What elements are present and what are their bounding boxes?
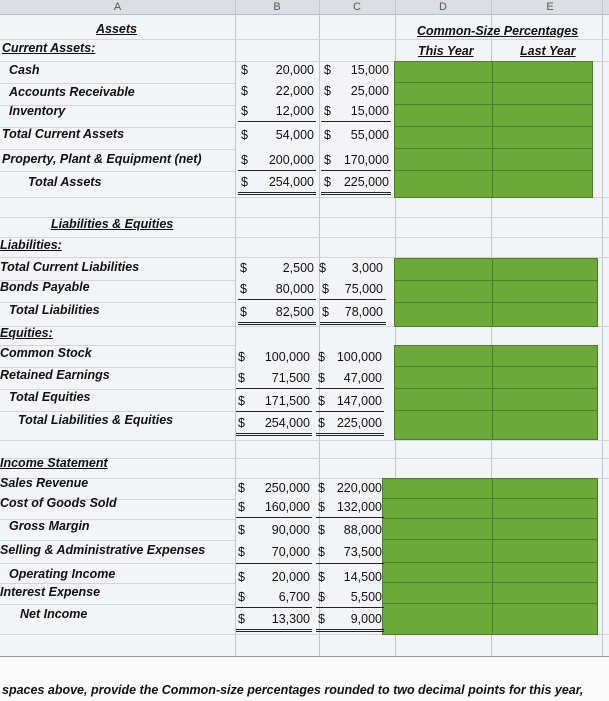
row-label: Total Liabilities (9, 303, 100, 317)
currency-sign: $ (238, 570, 245, 584)
currency-sign: $ (240, 305, 247, 319)
currency-sign: $ (238, 612, 245, 626)
currency-sign: $ (238, 545, 245, 559)
currency-sign: $ (238, 394, 245, 408)
value-this-year[interactable]: 54,000 (275, 128, 314, 142)
value-this-year[interactable]: 160,000 (264, 500, 310, 514)
currency-sign: $ (318, 350, 325, 364)
currency-sign: $ (318, 590, 325, 604)
currency-sign: $ (238, 481, 245, 495)
value-this-year[interactable]: 250,000 (264, 481, 310, 495)
value-this-year[interactable]: 171,500 (264, 394, 310, 408)
value-last-year[interactable]: 15,000 (350, 104, 389, 118)
value-this-year[interactable]: 80,000 (275, 282, 314, 296)
column-header-b[interactable]: B (235, 0, 319, 15)
row-label: Property, Plant & Equipment (net) (2, 152, 202, 166)
currency-sign: $ (238, 500, 245, 514)
value-this-year[interactable]: 70,000 (271, 545, 310, 559)
row-label: Cost of Goods Sold (0, 496, 117, 510)
value-last-year[interactable]: 78,000 (344, 305, 383, 319)
value-last-year[interactable]: 3,000 (351, 261, 383, 275)
currency-sign: $ (238, 523, 245, 537)
currency-sign: $ (324, 104, 331, 118)
currency-sign: $ (318, 500, 325, 514)
row-label: Bonds Payable (0, 280, 90, 294)
value-last-year[interactable]: 75,000 (344, 282, 383, 296)
row-label: Gross Margin (9, 519, 90, 533)
column-header-a[interactable]: A (0, 0, 235, 15)
value-last-year[interactable]: 15,000 (350, 63, 389, 77)
currency-sign: $ (238, 416, 245, 430)
currency-sign: $ (324, 153, 331, 167)
row-label: Total Current Assets (2, 127, 125, 141)
instruction-text: spaces above, provide the Common-size percentages rounded to two decimal points for this year, (2, 683, 584, 697)
row-label: Net Income (20, 607, 88, 621)
value-this-year[interactable]: 90,000 (271, 523, 310, 537)
value-this-year[interactable]: 71,500 (271, 371, 310, 385)
row-label: Inventory (9, 104, 66, 118)
value-this-year[interactable]: 22,000 (275, 84, 314, 98)
currency-sign: $ (318, 416, 325, 430)
currency-sign: $ (241, 84, 248, 98)
common-size-header: Common-Size Percentages (417, 24, 579, 38)
currency-sign: $ (322, 305, 329, 319)
currency-sign: $ (241, 63, 248, 77)
currency-sign: $ (324, 128, 331, 142)
column-header-e[interactable]: E (491, 0, 609, 15)
liabilities-equities-header: Liabilities & Equities (51, 217, 174, 231)
value-last-year[interactable]: 55,000 (350, 128, 389, 142)
row-label: Total Assets (28, 175, 102, 189)
value-last-year[interactable]: 225,000 (343, 175, 389, 189)
currency-sign: $ (318, 371, 325, 385)
currency-sign: $ (241, 153, 248, 167)
row-label: Total Liabilities & Equities (18, 413, 174, 427)
this-year-header: This Year (418, 44, 474, 58)
currency-sign: $ (318, 612, 325, 626)
assets-header: Assets (96, 22, 137, 36)
value-this-year[interactable]: 254,000 (264, 416, 310, 430)
value-this-year[interactable]: 2,500 (282, 261, 314, 275)
currency-sign: $ (318, 570, 325, 584)
currency-sign: $ (318, 481, 325, 495)
value-this-year[interactable]: 12,000 (275, 104, 314, 118)
row-label: Current Assets: (2, 41, 96, 55)
value-last-year[interactable]: 147,000 (336, 394, 382, 408)
currency-sign: $ (238, 590, 245, 604)
value-this-year[interactable]: 20,000 (271, 570, 310, 584)
column-header-c[interactable]: C (319, 0, 395, 15)
currency-sign: $ (240, 261, 247, 275)
value-last-year[interactable]: 25,000 (350, 84, 389, 98)
currency-sign: $ (238, 350, 245, 364)
currency-sign: $ (241, 175, 248, 189)
value-last-year[interactable]: 225,000 (336, 416, 382, 430)
currency-sign: $ (240, 282, 247, 296)
currency-sign: $ (324, 175, 331, 189)
currency-sign: $ (318, 545, 325, 559)
value-this-year[interactable]: 6,700 (278, 590, 310, 604)
row-label: Retained Earnings (0, 368, 110, 382)
row-label: Total Equities (9, 390, 91, 404)
row-label: Accounts Receivable (9, 85, 135, 99)
row-label: Liabilities: (0, 238, 62, 252)
value-this-year[interactable]: 13,300 (271, 612, 310, 626)
row-label: Sales Revenue (0, 476, 89, 490)
value-last-year[interactable]: 14,500 (343, 570, 382, 584)
row-label: Equities: (0, 326, 53, 340)
currency-sign: $ (319, 261, 326, 275)
value-last-year[interactable]: 47,000 (343, 371, 382, 385)
value-this-year[interactable]: 82,500 (275, 305, 314, 319)
value-last-year[interactable]: 9,000 (350, 612, 382, 626)
value-this-year[interactable]: 100,000 (264, 350, 310, 364)
row-label: Common Stock (0, 346, 92, 360)
currency-sign: $ (318, 523, 325, 537)
row-label: Operating Income (9, 567, 116, 581)
value-last-year[interactable]: 132,000 (336, 500, 382, 514)
value-last-year[interactable]: 100,000 (336, 350, 382, 364)
currency-sign: $ (241, 104, 248, 118)
column-header-d[interactable]: D (395, 0, 491, 15)
value-last-year[interactable]: 5,500 (350, 590, 382, 604)
value-this-year[interactable]: 254,000 (268, 175, 314, 189)
value-this-year[interactable]: 200,000 (268, 153, 314, 167)
currency-sign: $ (324, 84, 331, 98)
currency-sign: $ (322, 282, 329, 296)
currency-sign: $ (238, 371, 245, 385)
value-last-year[interactable]: 73,500 (343, 545, 382, 559)
row-label: Selling & Administrative Expenses (0, 543, 206, 557)
row-label: Total Current Liabilities (0, 260, 140, 274)
currency-sign: $ (318, 394, 325, 408)
value-this-year[interactable]: 20,000 (275, 63, 314, 77)
value-last-year[interactable]: 220,000 (336, 481, 382, 495)
row-label: Cash (9, 63, 40, 77)
last-year-header: Last Year (520, 44, 576, 58)
currency-sign: $ (241, 128, 248, 142)
currency-sign: $ (324, 63, 331, 77)
value-last-year[interactable]: 88,000 (343, 523, 382, 537)
row-label: Interest Expense (0, 585, 101, 599)
value-last-year[interactable]: 170,000 (343, 153, 389, 167)
income-statement-header: Income Statement (0, 456, 108, 470)
